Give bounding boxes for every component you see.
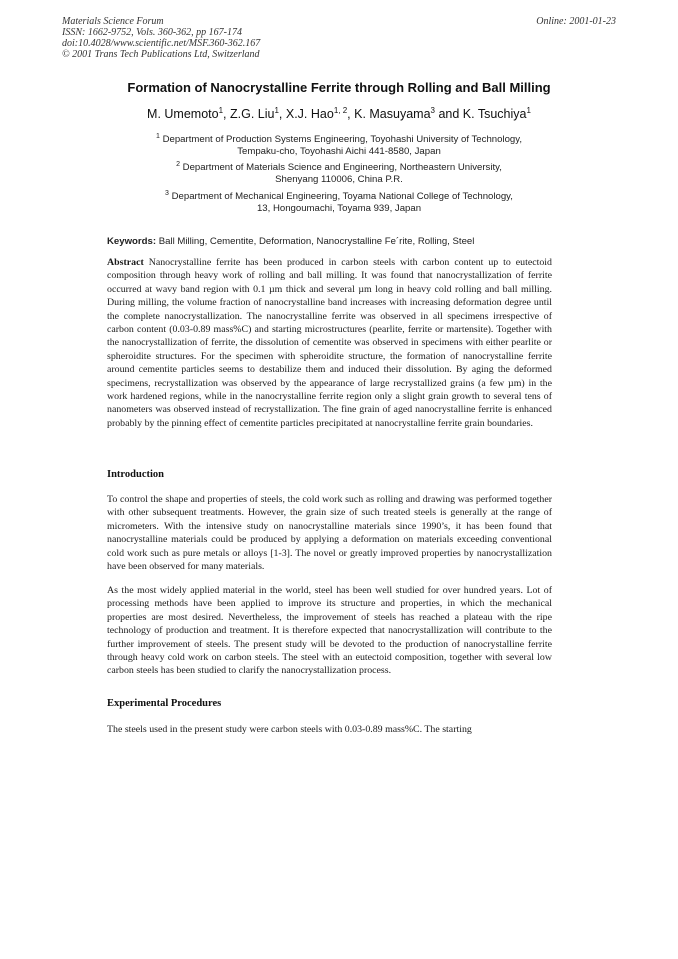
author-separator: ,	[223, 107, 230, 122]
author-name: X.J. Hao	[285, 107, 334, 122]
abstract	[107, 256, 552, 430]
journal-name: Materials Science Forum	[62, 16, 164, 27]
author-affiliation-mark: 1	[218, 106, 224, 115]
paper-title: Formation of Nanocrystalline Ferrite through Rolling and Ball Milling	[127, 80, 551, 95]
keywords	[107, 236, 577, 247]
author-affiliation-mark: 3	[430, 106, 435, 115]
journal-header	[62, 16, 260, 60]
affiliation-mark: 2	[176, 161, 180, 168]
author-list	[0, 106, 678, 121]
author-affiliation-mark: 1, 2	[333, 106, 348, 115]
affiliation-line: Department of Production Systems Engineering, Toyohashi University of Technology,	[162, 134, 522, 146]
author-separator: ,	[278, 107, 286, 122]
affiliation-line: Department of Materials Science and Engineering, Northeastern University,	[182, 162, 502, 174]
affiliation-line: Department of Mechanical Engineering, Toyama National College of Technology,	[171, 191, 513, 203]
affiliation-mark: 3	[165, 190, 169, 197]
author-name: K. Tsuchiya	[462, 107, 527, 122]
paragraph: As the most widely applied material in the world, steel has been well studied for over hundred years. Lot of processing methods have been applied to improve its structure and properties, in which the mechanical properties are most desired. Nevertheless, the improvement of steels has reached a plateau with the ripe technology of production and treatment. It is therefore expected that nanocrystallization will contribute to the further improvement of steels. The present study will be devoted to the production of nanocrystalline ferrite through heavy cold work on carbon steels. The steel with an eutectoid composition, together with several low carbon steels has been studied to clarify the nanocrystallization process.	[107, 585, 552, 677]
copyright-line: © 2001 Trans Tech Publications Ltd, Switzerland	[62, 49, 260, 60]
affiliation-mark: 1	[156, 133, 160, 140]
section-heading-experimental-procedures: Experimental Procedures	[107, 698, 222, 709]
keywords-text: Ball Milling, Cementite, Deformation, Nanocrystalline Fe´rite, Rolling, Steel	[158, 236, 475, 247]
affiliation-line: 13, Hongoumachi, Toyama 939, Japan	[256, 203, 422, 215]
author-separator: ,	[347, 107, 355, 122]
section-heading-introduction: Introduction	[107, 469, 164, 480]
abstract-text: Nanocrystalline ferrite has been produced in carbon steels with carbon content up to eutectoid composition through heavy work of rolling and ball milling. It was found that nanocrystallization of ferrite occurred at wavy band region with 0.1 µm thick and several µm long in heavy cold rolling and ball milling. During milling, the volume fraction of nanocrystalline band increases with increasing deformation degree until the complete nanocrystallization. The nanocrystalline ferrite was observed in all specimens irrespective of carbon content (0.03-0.89 mass%C) and starting microstructures (pearlite, ferrite or martensite). Together with the nanocrystallization of ferrite, the dissolution of cementite was observed in specimens with either pearlite or spheroidite structures. For the specimen with spheroidite structure, the formation of nanocrystalline ferrite around cementite particles seems to destabilize them and induced their dissolution. By aging the deformed specimens, recrystallization was observed by the appearance of large recrystallized grains (a few µm) in the work hardened regions, while in the nanocrystalline ferrite region only a slight grain growth to several tens of nanometers was observed instead of recrystallization. The fine grain of aged nanocrystalline ferrite is enhanced probably by the pinning effect of cementite particles precipitated at nanocrystalline ferrite grain boundaries.	[107, 257, 552, 429]
abstract-label: Abstract	[107, 257, 144, 268]
author-separator: and	[434, 107, 463, 122]
issn-line: ISSN: 1662-9752, Vols. 360-362, pp 167-174	[62, 27, 242, 38]
doi-line: doi:10.4028/www.scientific.net/MSF.360-362.167	[62, 38, 261, 49]
affiliation-line: Tempaku-cho, Toyohashi Aichi 441-8580, Japan	[237, 146, 441, 158]
author-affiliation-mark: 1	[274, 106, 279, 115]
online-date: Online: 2001-01-23	[536, 16, 616, 27]
author-name: Z.G. Liu	[230, 107, 275, 122]
author-affiliation-mark: 1	[526, 106, 531, 115]
paragraph: The steels used in the present study were carbon steels with 0.03-0.89 mass%C. The starting	[107, 724, 472, 735]
paragraph: To control the shape and properties of steels, the cold work such as rolling and drawing was performed together with other subsequent treatments. However, the grain size of such treated steels is generally at the range of micrometers. With the intensive study on nanocrystalline materials since 1990’s, it has been found that nanocrystalline materials could be produced by applying a deformation on materials exceeding conventional cold work such as pure metals or alloys [1-3]. The novel or greatly improved properties by nanocrystallization have been observed for many materials.	[107, 494, 552, 573]
author-name: M. Umemoto	[147, 107, 219, 122]
affiliation-line: Shenyang 110006, China P.R.	[275, 174, 403, 186]
affiliation	[0, 159, 678, 186]
affiliation	[0, 188, 678, 215]
keywords-label: Keywords:	[107, 236, 157, 247]
affiliation	[0, 131, 678, 158]
author-name: K. Masuyama	[354, 107, 431, 122]
